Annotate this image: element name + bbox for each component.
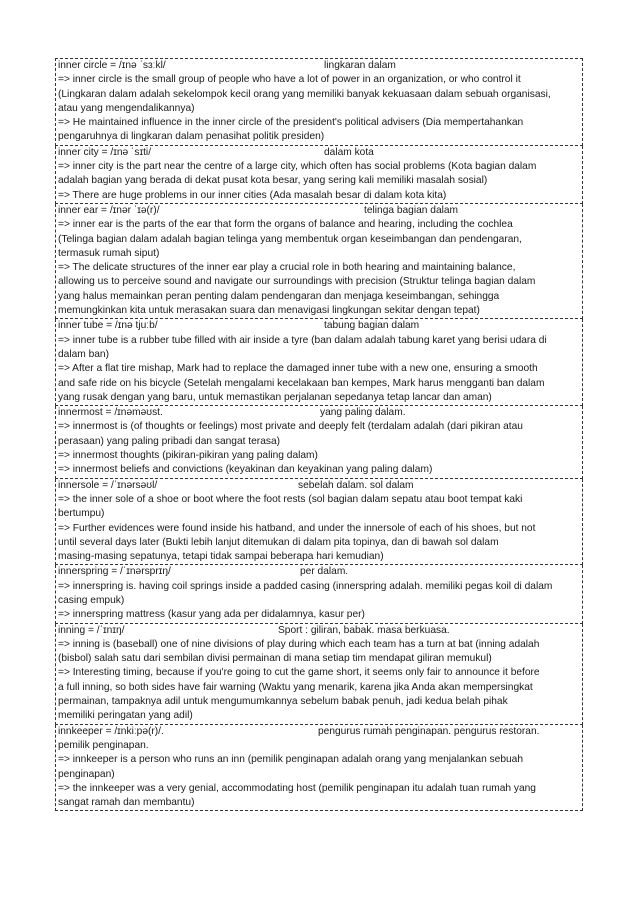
entry-text-line: => innermost beliefs and convictions (keyakinan dan keyakinan yang paling dalam) [58, 464, 433, 476]
entry-text-line: memungkinkan kita untuk merasakan suara dan menavigasi lingkungan sekitar dengan tepat) [58, 305, 480, 317]
entry-text-line: penginapan) [58, 768, 115, 780]
entry-text-line: => Interesting timing, because if you're going to cut the game short, it seems only fair to announce it before [58, 667, 540, 679]
entry-text-line: adalah bagian yang berada di dekat pusat kota besar, yang sering kali memiliki masalah sosial) [58, 175, 488, 187]
entry-text-line: => inner tube is a rubber tube filled with air inside a tyre (ban dalam adalah tabung karet yang berisi udara di [58, 334, 547, 346]
entry-term: inning = /ˈɪnɪŋ/ [58, 624, 125, 636]
entry-text-line: yang rusak dengan yang baru, untuk memastikan perjalanan sepedanya tetap lancar dan aman) [58, 391, 492, 403]
entry-text-line: => Further evidences were found inside his hatband, and under the innersole of each of his shoes, but not [58, 522, 536, 534]
dictionary-entry [55, 624, 583, 725]
dictionary-entry [55, 565, 583, 623]
dictionary-entry [55, 204, 583, 319]
entry-text-line: => inner city is the part near the centre of a large city, which often has social problems (Kota bagian dalam [58, 161, 537, 173]
entry-text-line: casing empuk) [58, 594, 125, 606]
entry-term: innerspring = /ˈɪnərsprɪŋ/ [58, 566, 171, 578]
entry-headline [58, 146, 580, 160]
entry-text-line: => There are huge problems in our inner cities (Ada masalah besar di dalam kota kita) [58, 189, 447, 201]
entry-term: innkeeper = /ɪnkiːpə(r)/. [58, 725, 164, 737]
entry-headline [58, 624, 580, 638]
entry-term: inner tube = /ɪnə tjuːb/ [58, 320, 158, 332]
entry-text-line: => He maintained influence in the inner circle of the president's political advisers (Dia mempertahankan [58, 117, 524, 129]
entry-translation: lingkaran dalam [324, 60, 396, 71]
entry-text-line: bertumpu) [58, 508, 105, 520]
entry-text-line: => innerspring mattress (kasur yang ada per didalamnya, kasur per) [58, 609, 365, 621]
entry-text-line: => innerspring is. having coil springs inside a padded casing (innerspring adalah. memiliki pegas koil di dalam [58, 580, 553, 592]
entry-text-line: => the inner sole of a shoe or boot where the foot rests (sol bagian dalam sepatu atau boot tempat kaki [58, 493, 523, 505]
entry-text-line: allowing us to perceive sound and navigate our surroundings with precision (Struktur telinga bagian dalam [58, 276, 536, 288]
entry-translation: tabung bagian dalam [324, 320, 420, 332]
entry-headline [58, 59, 580, 73]
entry-headline [58, 406, 580, 420]
entry-text-line: sangat ramah dan membantu) [58, 797, 195, 809]
entry-term: inner circle = /ɪnə ˈsɜːkl/ [58, 60, 166, 71]
entry-term: inner city = /ɪnə ˈsɪti/ [58, 146, 152, 158]
entry-text-line: until several days later (Bukti lebih lanjut ditemukan di dalam pita topinya, dan di bawah sol dalam [58, 536, 499, 548]
entry-headline [58, 725, 580, 739]
entry-translation: sebelah dalam. sol dalam [298, 479, 414, 491]
entry-text-line: perasaan) yang paling pribadi dan sangat terasa) [58, 435, 281, 447]
entry-text-line: => innermost thoughts (pikiran-pikiran yang paling dalam) [58, 450, 318, 462]
entry-text-line: a full inning, so both sides have fair warning (Waktu yang menarik, karena jika Anda akan mempersingkat [58, 681, 533, 693]
entry-translation: Sport : giliran, babak. masa berkuasa. [278, 624, 450, 636]
entry-text-line: memiliki peringatan yang adil) [58, 710, 193, 722]
entry-text-line: pengaruhnya di lingkaran dalam penasihat politik presiden) [58, 131, 325, 143]
entry-term: innersole = /ˈɪnərsəʊl/ [58, 479, 158, 491]
entry-headline [58, 565, 580, 579]
entry-text-line: termasuk rumah siput) [58, 247, 160, 259]
entry-translation: yang paling dalam. [320, 407, 406, 419]
dictionary-entry [55, 58, 583, 146]
entry-text-line: (Telinga bagian dalam adalah bagian telinga yang membentuk organ keseimbangan dan pendengaran, [58, 233, 522, 245]
entry-text-line: atau yang mengendalikannya) [58, 102, 195, 114]
entry-headline [58, 204, 580, 218]
entry-text-line: (bisbol) salah satu dari sembilan divisi permainan di mana setiap tim mendapat giliran memukul) [58, 653, 492, 665]
dictionary-entry [55, 406, 583, 478]
dictionary-entry [55, 725, 583, 812]
entry-text-line: (Lingkaran dalam adalah sekelompok kecil orang yang memiliki banyak kekuasaan dalam sebuah organisasi, [58, 88, 551, 100]
entry-text-line: => innermost is (of thoughts or feelings) most private and deeply felt (terdalam adalah (dari pikiran atau [58, 421, 523, 433]
entry-term: innermost = /ɪnəməʊst. [58, 407, 163, 419]
entry-text-line: => inner circle is the small group of people who have a lot of power in an organization, or who control it [58, 74, 521, 86]
dictionary-entry [55, 319, 583, 406]
entry-text-line: permainan, tampaknya adil untuk mengumumkannya sebelum babak penuh, jadi kedua belah pihak [58, 696, 508, 708]
entry-text-line: masing-masing sepatunya, tetapi tidak sampai beberapa hari kemudian) [58, 551, 384, 563]
entry-text-line: => After a flat tire mishap, Mark had to replace the damaged inner tube with a new one, ensuring a smooth [58, 363, 538, 375]
entry-text-line: => the innkeeper was a very genial, accommodating host (pemilik penginapan itu adalah tuan rumah yang [58, 782, 536, 794]
entry-text-line: pemilik penginapan. [58, 739, 149, 751]
entry-text-line: => inning is (baseball) one of nine divisions of play during which each team has a turn at bat (inning adalah [58, 638, 540, 650]
dictionary-entry [55, 146, 583, 204]
entry-text-line: yang halus memainkan peran penting dalam pendengaran dan menjaga keseimbangan, sehingga [58, 290, 500, 302]
entry-text-line: => innkeeper is a person who runs an inn (pemilik penginapan adalah orang yang menjalankan sebuah [58, 754, 523, 766]
entry-headline [58, 319, 580, 333]
entry-translation: dalam kota [324, 146, 374, 158]
dictionary-entry [55, 479, 583, 566]
entry-translation: per dalam. [300, 566, 349, 578]
entry-translation: pengurus rumah penginapan. pengurus restoran. [318, 725, 540, 737]
entry-text-line: => The delicate structures of the inner ear play a crucial role in both hearing and maintaining balance, [58, 262, 516, 274]
entry-headline [58, 479, 580, 493]
entry-text-line: => inner ear is the parts of the ear that form the organs of balance and hearing, including the cochlea [58, 219, 513, 231]
entry-translation: telinga bagian dalam [364, 204, 459, 216]
entry-term: inner ear = /ɪnər ˈɪə(r)/ [58, 204, 160, 216]
entry-text-line: and safe ride on his bicycle (Setelah mengalami kecelakaan ban kempes, Mark harus mengganti ban dalam [58, 377, 545, 389]
entry-text-line: dalam ban) [58, 348, 109, 360]
vocabulary-list [55, 58, 583, 811]
